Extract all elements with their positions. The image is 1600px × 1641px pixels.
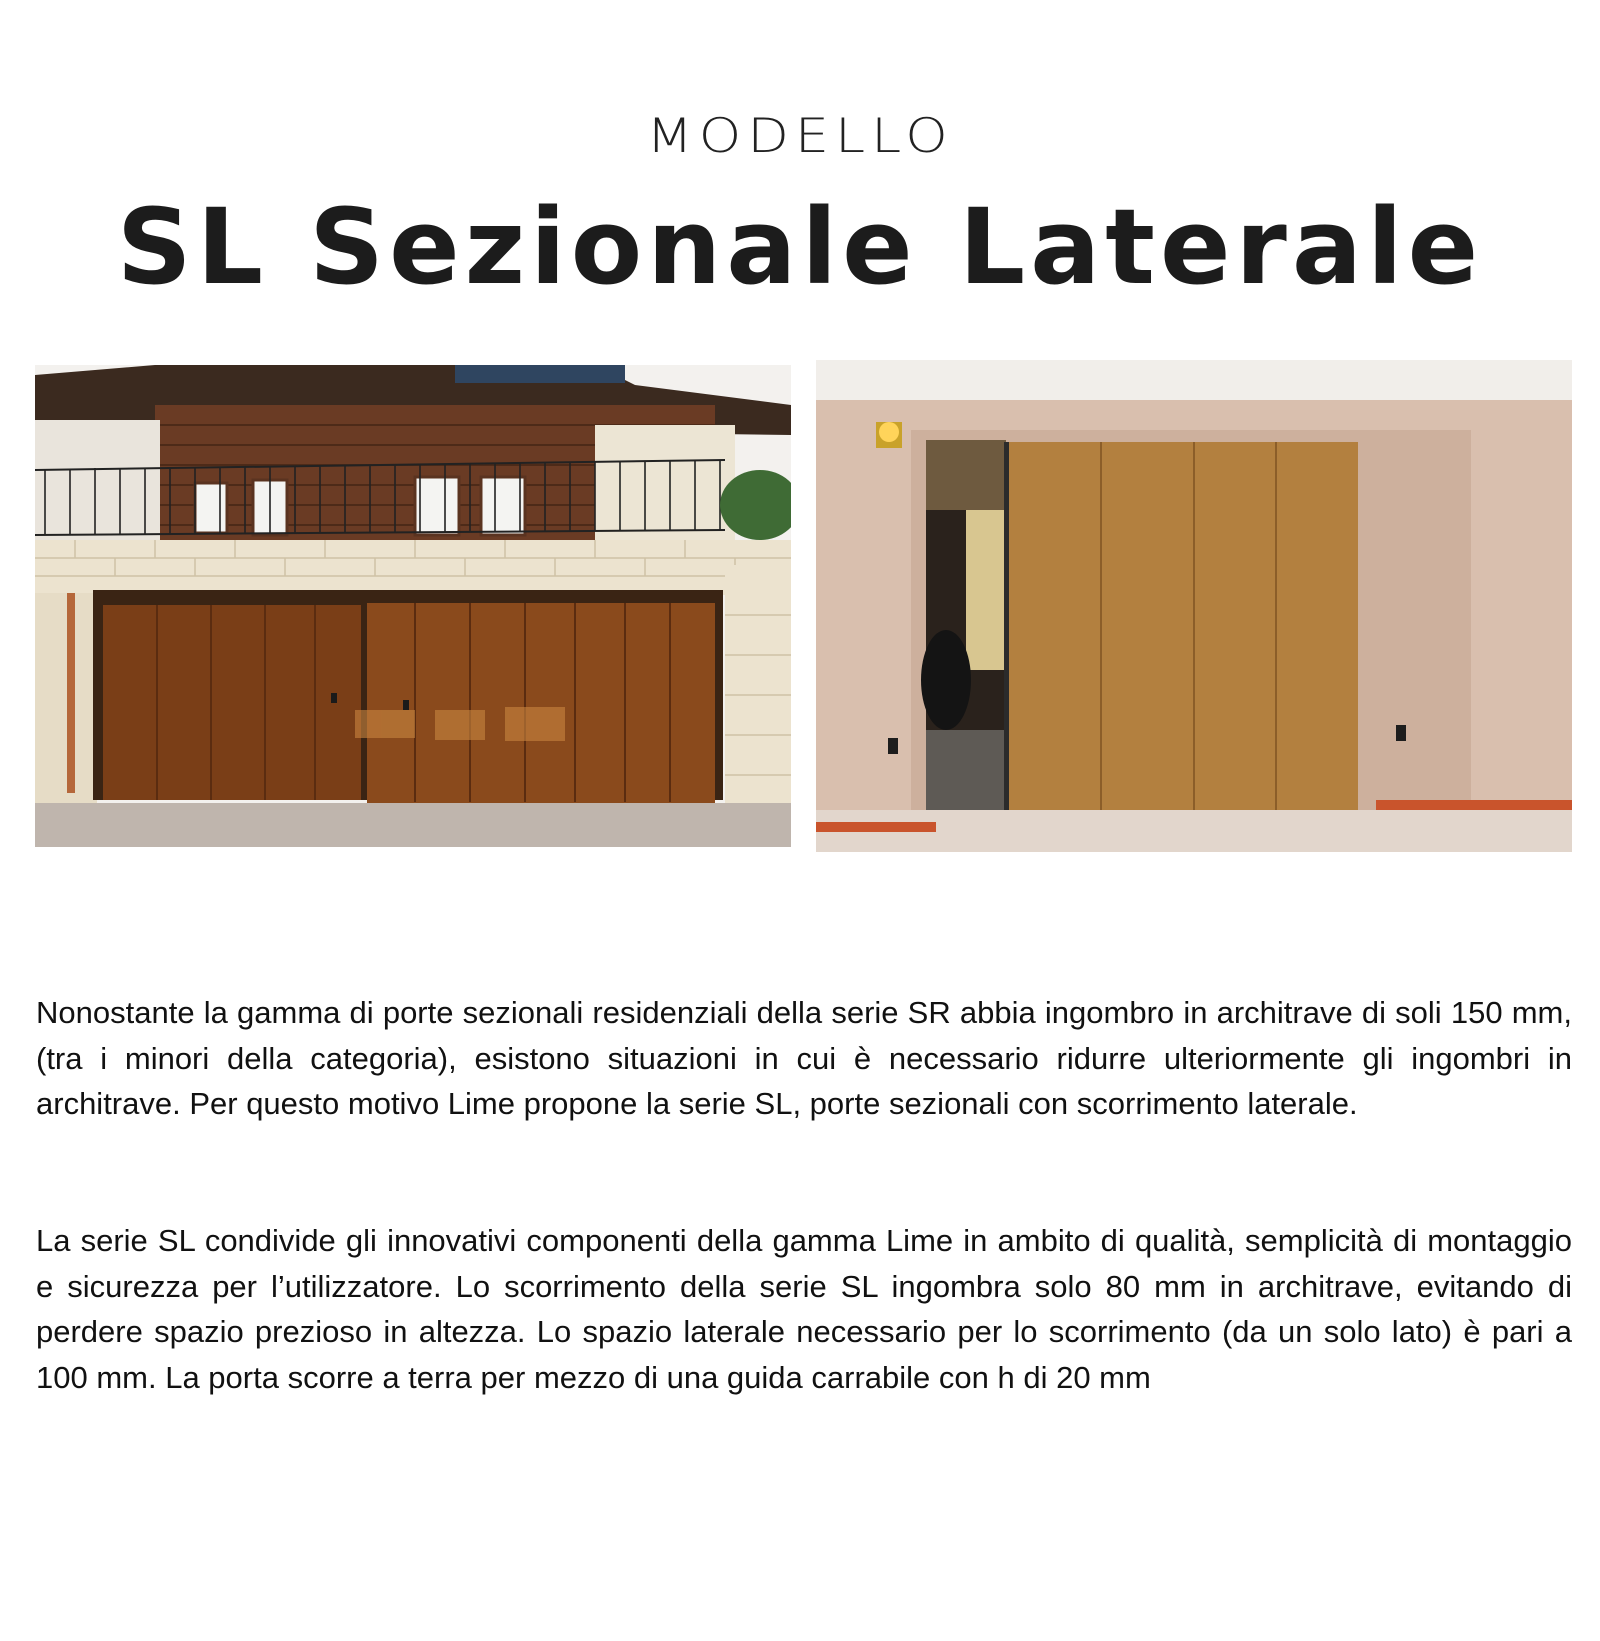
garage-double-door-photo	[35, 365, 791, 847]
description-paragraph-2: La serie SL condivide gli innovativi componenti della gamma Lime in ambito di qualità, semplicità di montaggio e sicurezza per l’utilizzatore. Lo scorrimento della serie SL ingombra solo 80 mm in architrave, evitando di perdere spazio prezioso in altezza. Lo spazio laterale necessario per lo scorrimento (da un solo lato) è pari a 100 mm. La porta scorre a terra per mezzo di una guida carrabile con h di 20 mm	[36, 1223, 1572, 1395]
page-title: SL Sezionale Laterale	[116, 186, 1484, 308]
model-overline: MODELLO	[646, 107, 954, 164]
garage-side-sliding-door-photo	[816, 360, 1572, 852]
description-paragraph-1: Nonostante la gamma di porte sezionali residenziali della serie SR abbia ingombro in architrave di soli 150 mm, (tra i minori della categoria), esistono situazioni in cui è necessario ridurre ulteriormente gli ingombri in architrave. Per questo motivo Lime propone la serie SL, porte sezionali con scorrimento laterale.	[36, 995, 1572, 1121]
